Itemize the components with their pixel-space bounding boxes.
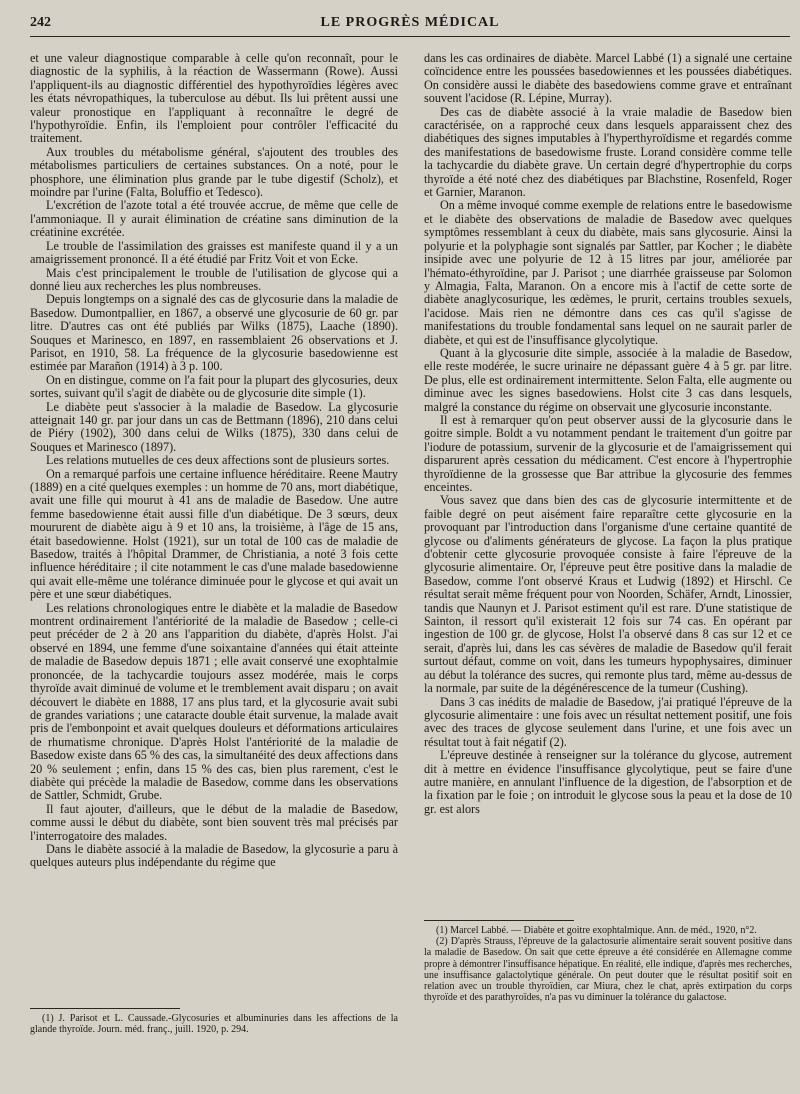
paragraph: Les relations mutuelles de ces deux affections sont de plusieurs sortes. — [46, 453, 390, 468]
paragraph: On a remarqué parfois une certaine influence héréditaire. Reene Mautry (1889) en a cité quelques exemples : un homme de 70 ans, mort diabétique, avait une fille qui mourut à 41 ans de maladie de Basedow. Une autre femme basedowienne était aussi fille d'un diabétique. De 3 sœurs, deux moururent de diabète aigu à 9 et 10 ans, la troisième, à l'âge de 15 ans, était basedowienne. Holst (1921), sur un total de 100 cas de maladie de Basedow, traités à l'hôpital Drammer, de Christiania, a noté 3 fois cette influence héréditaire ; il cite notamment le cas d'une malade basedowienne qui avait elle-même une tolérance diminuée pour le glycose et qui avait un père et une sœur diabétiques. — [30, 466, 398, 602]
right-footnote-rule — [424, 920, 574, 921]
paragraph: Dans 3 cas inédits de maladie de Basedow, j'ai pratiqué l'épreuve de la glycosurie alimentaire : une fois avec un résultat nettement positif, une fois avec des traces de glycose seulement dans l'urine, et une fois avec un résultat tout à fait négatif (2). — [424, 694, 792, 749]
paragraph: Mais c'est principalement le trouble de l'utilisation de glycose qui a donné lieu aux recherches les plus nombreuses. — [30, 265, 398, 293]
paragraph: On a même invoqué comme exemple de relations entre le basedowisme et le diabète des observations de maladie de Basedow avec quelques symptômes ressemblant à ceux du diabète, mais sans glycosurie. Ainsi la polyurie et la polyphagie sont signalés par Sattler, par Kocher ; le diabète insipide avec une polyurie de 12 à 15 litres par jour, améliorée par l'hémato-éthyroïdine, par J. Parisot ; une diarrhée graisseuse par Solomon y Almagia, Falta, Maranon. On a encore mis à l'actif de cette sorte de diabète anaglycosurique, les œdèmes, le prurit, certains troubles sexuels, l'acidose. Mais rien ne démontre dans ces cas qu'il s'agisse de manifestations du trouble fondamental sans lequel on ne saurait parler de diabète, et qui est de l'insuffisance glycolytique. — [424, 198, 792, 347]
paragraph: Il est à remarquer qu'on peut observer aussi de la glycosurie dans le goitre simple. Boldt a vu notamment pendant le traitement d'un goitre par l'iodure de potassium, survenir de la glycosurie et de l'amaigrissement qui disparurent après cessation du médicament. C'est encore à l'hypertrophie thyroïdienne de la grossesse que Bar attribue la glycosurie des femmes enceintes. — [424, 412, 792, 494]
journal-title: LE PROGRÈS MÉDICAL — [320, 15, 500, 30]
header-rule — [30, 36, 790, 37]
footnote: (1) Marcel Labbé. — Diabète et goitre exophtalmique. Ann. de méd., 1920, n°2. — [436, 925, 757, 936]
left-footnotes — [30, 1013, 398, 1035]
paragraph: Dans le diabète associé à la maladie de Basedow, la glycosurie a paru à quelques auteurs plus indépendante du régime que — [30, 841, 398, 870]
left-column — [30, 52, 398, 870]
paragraph: Des cas de diabète associé à la vraie maladie de Basedow bien caractérisée, on a rapproché ceux dans lesquels apparaissent chez des diabétiques des signes imputables à l'hyperthyroïdisme et regardés comme des manifestations de basedowisme fruste. Lorand considère comme telle la tachycardie du diabète grave. Un certain degré d'hypertrophie du corps thyroïde a été noté chez des diabétiques par Blachstine, Rosenfeld, Roger et Garnier, Maranon. — [424, 104, 792, 200]
paragraph: Les relations chronologiques entre le diabète et la maladie de Basedow montrent ordinairement l'antériorité de la maladie de Basedow ; celle-ci peut précéder de 2 à 20 ans l'apparition du diabète, d'après Holst. J'ai observé en 1894, une femme d'une soixantaine d'années qui était atteinte de maladie de Basedow depuis 1871 ; elle avait conservé une exophtalmie prononcée, de la tachycardie toujours assez modérée, mais le corps thyroïde avait diminué de volume et le tremblement avait disparu ; on avait découvert le diabète en 1888, 17 ans plus tard, et la glycosurie avait subi de grandes variations ; une cataracte double était survenue, la malade avait pris de l'embonpoint et avait quelques douleurs et déformations articulaires de rhumatisme chronique. D'après Holst l'antériorité de la maladie de Basedow existe dans 65 % des cas, la simultanéité des deux affections dans 20 % seulement ; enfin, dans 15 % des cas, bien plus rarement, c'est le diabète qui précède la maladie de Basedow, comme dans les observations de Sattler, Schmidt, Grube. — [30, 600, 398, 803]
paragraph: dans les cas ordinaires de diabète. Marcel Labbé (1) a signalé une certaine coïncidence entre les poussées basedowiennes et les poussées diabétiques. On considère aussi le diabète des basedowiens comme grave et entraînant souvent l'acidose (R. Lépine, Murray). — [424, 51, 792, 106]
paragraph: Quant à la glycosurie dite simple, associée à la maladie de Basedow, elle reste modérée, le sucre urinaire ne dépassant guère 4 à 5 gr. par litre. De plus, elle est ordinairement intermittente. Selon Falta, elle augmente ou diminue avec les signes basedowiens. Holst cite 3 cas dans lesquels, malgré la constance du régime on observait une glycosurie inconstante. — [424, 345, 792, 414]
left-footnote-rule — [30, 1008, 180, 1009]
paragraph: L'excrétion de l'azote total a été trouvée accrue, de même que celle de l'ammoniaque. Il y aurait élimination de créatine sans diminution de la créatinine excrétée. — [30, 198, 398, 240]
paragraph: Vous savez que dans bien des cas de glycosurie intermittente et de faible degré on peut aisément faire reparaître cette glycosurie en la provoquant par l'introduction dans l'organisme d'une certaine quantité de glycose ou d'aliments générateurs de glycose. La façon la plus pratique d'obtenir cette glycosurie provoquée consiste à faire l'épreuve de la glycosurie alimentaire. Or, l'épreuve peut être positive dans la maladie de Basedow, comme l'ont observé Kraus et Ludwig (1892) et Hirschl. Ce résultat serait même fréquent pour von Noorden, Schäfer, Arndt, Linossier, tandis que Naunyn et J. Parisot estiment qu'il est rare. D'une statistique de Sainton, il ressort qu'il existerait 12 fois sur 74 cas. En opérant par ingestion de 100 gr. de glycose, Holst l'a observé dans 8 cas sur 12 et ce serait, d'après lui, dans les cas sévères de maladie de Basedow qu'il ferait surtout défaut, comme on voit, dans les tumeurs hypophysaires, diminuer au début la tolérance des sucres, qui remonte plus tard, même au-dessus de la normale, par suite de la dégénérescence de la tumeur (Cushing). — [424, 493, 792, 696]
footnote: (2) D'après Strauss, l'épreuve de la galactosurie alimentaire serait souvent positive dans la maladie de Basedow. On sait que cette épreuve a été considérée en Allemagne comme propre à démontrer l'insuffisance hépatique. En réalité, elle indique, d'après mes recherches, une insuffisance galactolytique générale. On peut douter que le résultat positif soit en relation avec un trouble thyroïdien, car Miura, chez le chat, après extirpation du corps thyroïde et des parathyroïdes, n'a pas vu diminuer la tolérance du galactose. — [424, 936, 792, 1004]
paragraph: et une valeur diagnostique comparable à celle qu'on reconnaît, pour le diagnostic de la syphilis, à la réaction de Wassermann (Rowe). Aussi l'appliquent-ils au diagnostic différentiel des hypothyroïdies légères avec les états névropathiques, la tuberculose au début. Ils lui prêtent aussi une valeur pronostique en l'appliquant à reconnaître le degré de l'hypothyroïdie. Enfin, ils l'emploient pour contrôler l'efficacité du traitement. — [30, 51, 398, 146]
paragraph: Le trouble de l'assimilation des graisses est manifeste quand il y a un amaigrissement prononcé. Il a été étudié par Fritz Voit et von Ecke. — [30, 238, 398, 267]
paragraph: Aux troubles du métabolisme général, s'ajoutent des troubles des métabolismes particuliers de certaines substances. On a noté, pour le phosphore, une élimination plus grande par le tube digestif (Scholz), et moindre par l'urine (Falta, Boluffio et Tedesco). — [30, 144, 398, 200]
paragraph: Depuis longtemps on a signalé des cas de glycosurie dans la maladie de Basedow. Dumontpallier, en 1867, a observé une glycosurie de 60 gr. par litre. D'autres cas ont été publiés par Wilks (1875), Laache (1890). Souques et Marinesco, en 1897, en rassemblaient 26 observations et J. Parisot, en 1910, 58. La fréquence de la glycosurie basedowienne est estimée par Marañon (1914) à 3 p. 100. — [30, 292, 398, 374]
paragraph: Le diabète peut s'associer à la maladie de Basedow. La glycosurie atteignait 140 gr. par jour dans un cas de Bettmann (1896), 210 dans celui de Piéry (1902), 300 dans celui de Wilks (1875), 330 dans celui de Souques et Marinesco (1897). — [30, 399, 398, 454]
paragraph: On en distingue, comme on l'a fait pour la plupart des glycosuries, deux sortes, suivant qu'il s'agit de diabète ou de glycosurie dite simple (1). — [30, 372, 398, 401]
right-column — [424, 52, 792, 816]
right-footnotes — [424, 925, 792, 1003]
paragraph: Il faut ajouter, d'ailleurs, que le début de la maladie de Basedow, comme aussi le début du diabète, sont bien souvent très mal précisés par l'interrogatoire des malades. — [30, 801, 398, 843]
page-header — [30, 12, 790, 36]
page-number: 242 — [30, 15, 51, 30]
paragraph: L'épreuve destinée à renseigner sur la tolérance du glycose, autrement dit à mettre en évidence l'insuffisance glycolytique, peut se faire d'une autre manière, en annulant l'influence de la digestion, de l'absorption et de la fixation par le foie ; on introduit le glycose sous la peau et la dose de 10 gr. est alors — [424, 748, 792, 816]
footnote: (1) J. Parisot et L. Caussade.-Glycosuries et albuminuries dans les affections de la glande thyroïde. Journ. méd. franç., juill. 1920, p. 294. — [30, 1013, 398, 1036]
